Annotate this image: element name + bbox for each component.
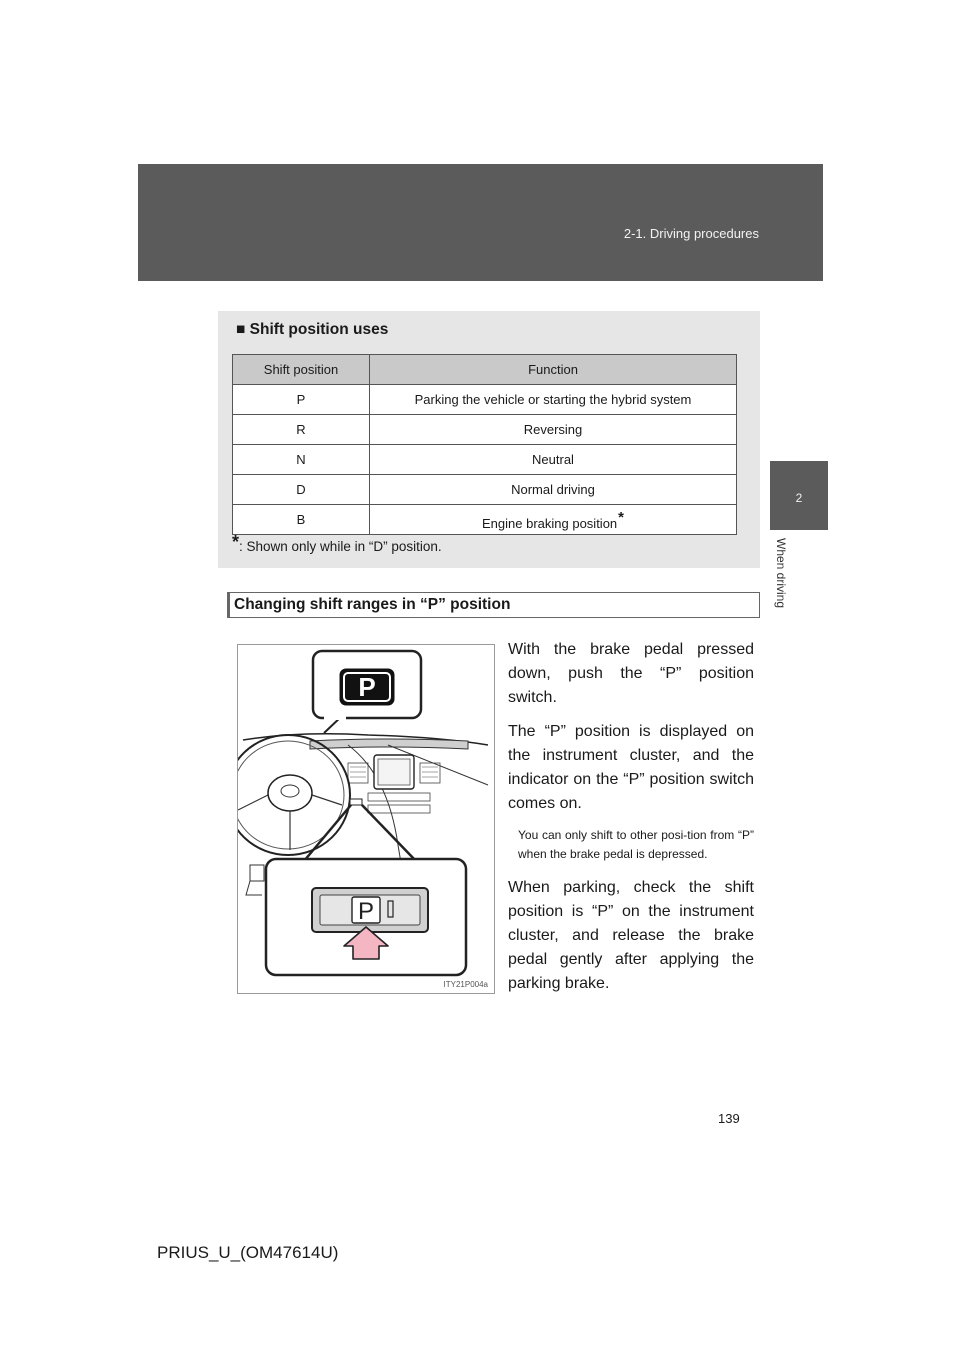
table-cell-text: Engine braking position (482, 515, 618, 531)
header-section-title: 2-1. Driving procedures (623, 226, 759, 241)
infobox-title: ■ Shift position uses (236, 321, 389, 338)
table-row (233, 445, 737, 475)
table-footnote (232, 532, 442, 554)
table-row (233, 475, 737, 505)
footnote-marker: * (618, 508, 624, 526)
shift-position-table (232, 354, 737, 535)
table-cell (370, 505, 737, 535)
instructions-text (508, 638, 754, 1006)
table-cell: B (233, 505, 370, 535)
chapter-tab (770, 461, 828, 530)
table-row (233, 415, 737, 445)
footnote-text: : Shown only while in “D” position. (239, 539, 442, 554)
section-heading-bar (228, 593, 230, 617)
table-header-row (233, 355, 737, 385)
p-switch-illustration (237, 644, 495, 994)
section-heading (227, 592, 760, 618)
table-cell: P (233, 385, 370, 415)
table-cell: R (233, 415, 370, 445)
table-cell: Normal driving (370, 475, 737, 505)
table-cell: D (233, 475, 370, 505)
table-header-cell: Shift position (233, 355, 370, 385)
table-cell: Neutral (370, 445, 737, 475)
table-cell: N (233, 445, 370, 475)
document-id: PRIUS_U_(OM47614U) (157, 1243, 339, 1262)
switch-p-letter: P (357, 898, 375, 925)
display-p-letter: P (358, 672, 376, 702)
chapter-label (772, 538, 788, 628)
table-header-cell: Function (370, 355, 737, 385)
paragraph: With the brake pedal pressed down, push the “P” position switch. (508, 641, 754, 706)
table-row (233, 505, 737, 535)
section-heading-text: Changing shift ranges in “P” position (234, 596, 511, 613)
footnote-star: * (232, 532, 240, 552)
table-cell: Parking the vehicle or starting the hybrid system (370, 385, 737, 415)
note-paragraph: You can only shift to other posi-tion from “P” when the brake pedal is depressed. (518, 828, 754, 861)
paragraph: When parking, check the shift position is “P” on the instrument cluster, and release the brake pedal gently after applying the parking brake. (508, 879, 754, 992)
chapter-number: 2 (795, 491, 803, 505)
table-cell: Reversing (370, 415, 737, 445)
paragraph: The “P” position is displayed on the instrument cluster, and the indicator on the “P” position switch comes on. (508, 723, 754, 812)
shift-position-uses-box (218, 311, 760, 568)
figure-code: ITY21P004a (443, 980, 488, 989)
page-number: 139 (718, 1111, 740, 1126)
page-header (138, 164, 823, 281)
dashboard-drawing (238, 645, 494, 993)
chapter-label-text: When driving (774, 538, 788, 609)
table-row (233, 385, 737, 415)
